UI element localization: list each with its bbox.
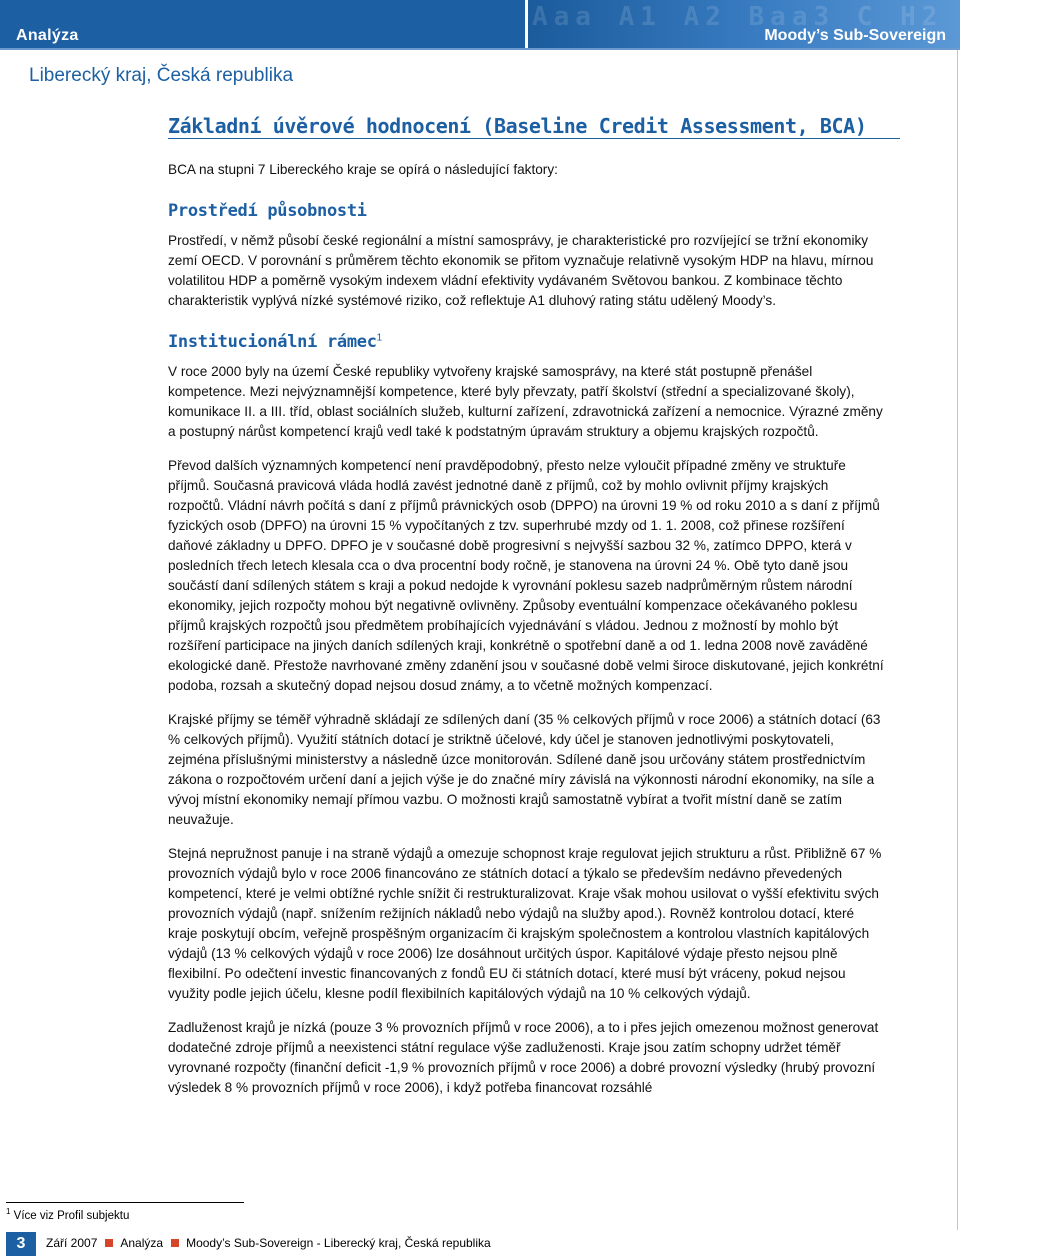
square-bullet-icon (171, 1239, 179, 1247)
main-heading: Základní úvěrové hodnocení (Baseline Credit Assessment, BCA) (168, 114, 867, 138)
article-body (168, 160, 884, 1098)
main-heading-underline (168, 138, 900, 139)
square-bullet-icon (105, 1239, 113, 1247)
footer-date: Září 2007 (46, 1236, 98, 1250)
header-publication-label: Moody’s Sub-Sovereign (764, 27, 946, 44)
header-section-label: Analýza (16, 27, 79, 44)
footnote (6, 1207, 129, 1222)
footer-section: Analýza (120, 1236, 164, 1250)
section-heading-environment: Prostředí působnosti (168, 201, 367, 221)
footnote-number: 1 (6, 1207, 11, 1216)
page-footer (0, 1231, 960, 1259)
header-divider (0, 48, 960, 50)
footnote-text: Více viz Profil subjektu (13, 1209, 130, 1222)
page-number: 3 (6, 1232, 36, 1256)
revenue-changes-paragraph: Převod dalších významných kompetencí není pravděpodobný, přesto nelze vyloučit případné změny ve struktuře příjmů. Současná pravicová vláda hodlá zavést jednotné daně z příjmů, což by mohlo ovlivnit příjmy krajských rozpočtů. Vládní návrh počítá s daní z příjmů právnických osob (DPPO) na úrovni 19 % od roku 2010 a s daní z příjmů fyzických osob (DPFO) na úrovni 15 % vypočítaných z tzv. superhrubé mzdy od 1. 1. 2008, což přinese rozšíření daňové základny u DPFO. DPFO je v současné době progresivní s nejvyšší sazbou 32 %, zatímco DPPO, která v posledních třech letech klesala cca o dva procentní body ročně, je stanovena na úrovni 24 %. Obě tyto daně jsou součástí daní sdílených státem s kraji a pokud nedojde k vyrovnání poklesu sazeb nadprůměrným růstem národní ekonomiky, jejich rozpočty mohou být negativně ovlivněny. Způsoby eventuální kompenzace očekávaného poklesu příjmů krajských rozpočtů jsou předmětem probíhajících vyjednávání s vládou. Jednou z možností by mohlo být rozšíření participace na jiných daních sdílených kraji, konkrétně o spotřební daně a od 1. ledna 2008 nově zaváděné ekologické daně. Přestože navrhované změny zdanění jsou v současné době velmi široce diskutované, jejich konkrétní podoba, rozsah a skutečný dopad nejsou dosud známy, a to včetně možných kompenzací. (168, 458, 884, 693)
footer-publication: Moody’s Sub-Sovereign - Liberecký kraj, Česká republika (186, 1236, 491, 1250)
footer-text (46, 1236, 491, 1250)
region-title: Liberecký kraj, Česká republika (29, 65, 294, 86)
section-heading-institutional (168, 332, 884, 352)
revenue-structure-paragraph: Krajské příjmy se téměř výhradně skládají ze sdílených daní (35 % celkových příjmů v roce 2006) a státních dotací (63 % celkových příjmů). Využití státních dotací je striktně účelové, kdy účel je stanoven jednotlivými poskytovateli, zejména příslušnými ministerstvy a následně úzce monitorován. Sdílené daně jsou určovány státem prostřednictvím zákona o rozpočtovém určení daní a jejich výše je do značné míry závislá na výkonnosti národní ekonomiky, na síle a vývoj místní ekonomiky nemají přímou vazbu. O možnosti krajů samostatně vybírat a tvořit místní daně se zatím neuvažuje. (168, 712, 881, 827)
expenditure-paragraph: Stejná nepružnost panuje i na straně výdajů a omezuje schopnost kraje regulovat jejich strukturu a růst. Přibližně 67 % provozních výdajů bylo v roce 2006 financováno ze státních dotací a týkalo se především nedávno převedených kompetencí, které je velmi obtížné rychle snížit či restrukturalizovat. Kraje však mohou usilovat o vyšší efektivitu svých provozních výdajů (např. snížením režijních nákladů nebo výdajů na služby apod.). Rovněž kontrolou dotací, které kraje poskytují obcím, veřejně prospěšným organizacím či krajským společnostem a kontrolou vlastních kapitálových výdajů (13 % celkových výdajů v roce 2006) lze dosáhnout určitých úspor. Kapitálové výdaje přesto nejsou plně flexibilní. Po odečtení investic financovaných z fondů EU či státních dotací, které musí být vráceny, pokud nejsou využity podle jejich účelu, klesne podíl flexibilních kapitálových výdajů na 10 % celkových výdajů. (168, 846, 882, 1001)
institutional-paragraph: V roce 2000 byly na území České republiky vytvořeny krajské samosprávy, na které stát postupně přenášel kompetence. Mezi nejvýznamnější kompetence, které byly převzaty, patří školství (střední a specializované školy), komunikace II. a III. tříd, oblast sociálních služeb, kulturní zařízení, zdravotnická zařízení a nemocnice. Výrazné změny a postupný nárůst kompetencí krajů vedl také k podstatným úpravám struktury a objemu krajských rozpočtů. (168, 364, 883, 439)
right-margin-rule (957, 50, 958, 1230)
footnote-reference[interactable]: 1 (376, 332, 382, 344)
intro-paragraph: BCA na stupni 7 Libereckého kraje se opírá o následující faktory: (168, 162, 558, 177)
environment-paragraph: Prostředí, v němž působí české regionální a místní samosprávy, je charakteristické pro rozvíjející se tržní ekonomiky zemí OECD. V porovnání s průměrem těchto ekonomik se přitom vyznačuje relativně vysokým HDP na hlavu, mírnou volatilitou HDP a poměrně vysokým indexem vládní efektivity vydávaném Světovou bankou. Z kombinace těchto charakteristik vyplývá nízké systémové riziko, což reflektuje A1 dluhový rating státu udělený Moody’s. (168, 233, 874, 308)
header-left-band (0, 0, 525, 48)
debt-paragraph: Zadluženost krajů je nízká (pouze 3 % provozních příjmů v roce 2006), a to i přes jejich omezenou možnost generovat dodatečné zdroje příjmů a neexistenci státní regulace výše zadluženosti. Kraje jsou zatím schopny udržet téměř vyrovnané rozpočty (finanční deficit -1,9 % provozních příjmů v roce 2006) a dobré provozní výsledky (hrubý provozní výsledek 8 % provozních příjmů v roce 2006), i když potřeba financovat rozsáhlé (168, 1020, 879, 1095)
section-heading-institutional-text: Institucionální rámec (168, 332, 377, 352)
footnote-rule (6, 1202, 244, 1203)
header-right-band (528, 0, 1052, 48)
page-header (0, 0, 1052, 50)
rating-scale-watermark: Aaa A1 A2 Baa3 C H2 H1 B (532, 2, 1052, 32)
